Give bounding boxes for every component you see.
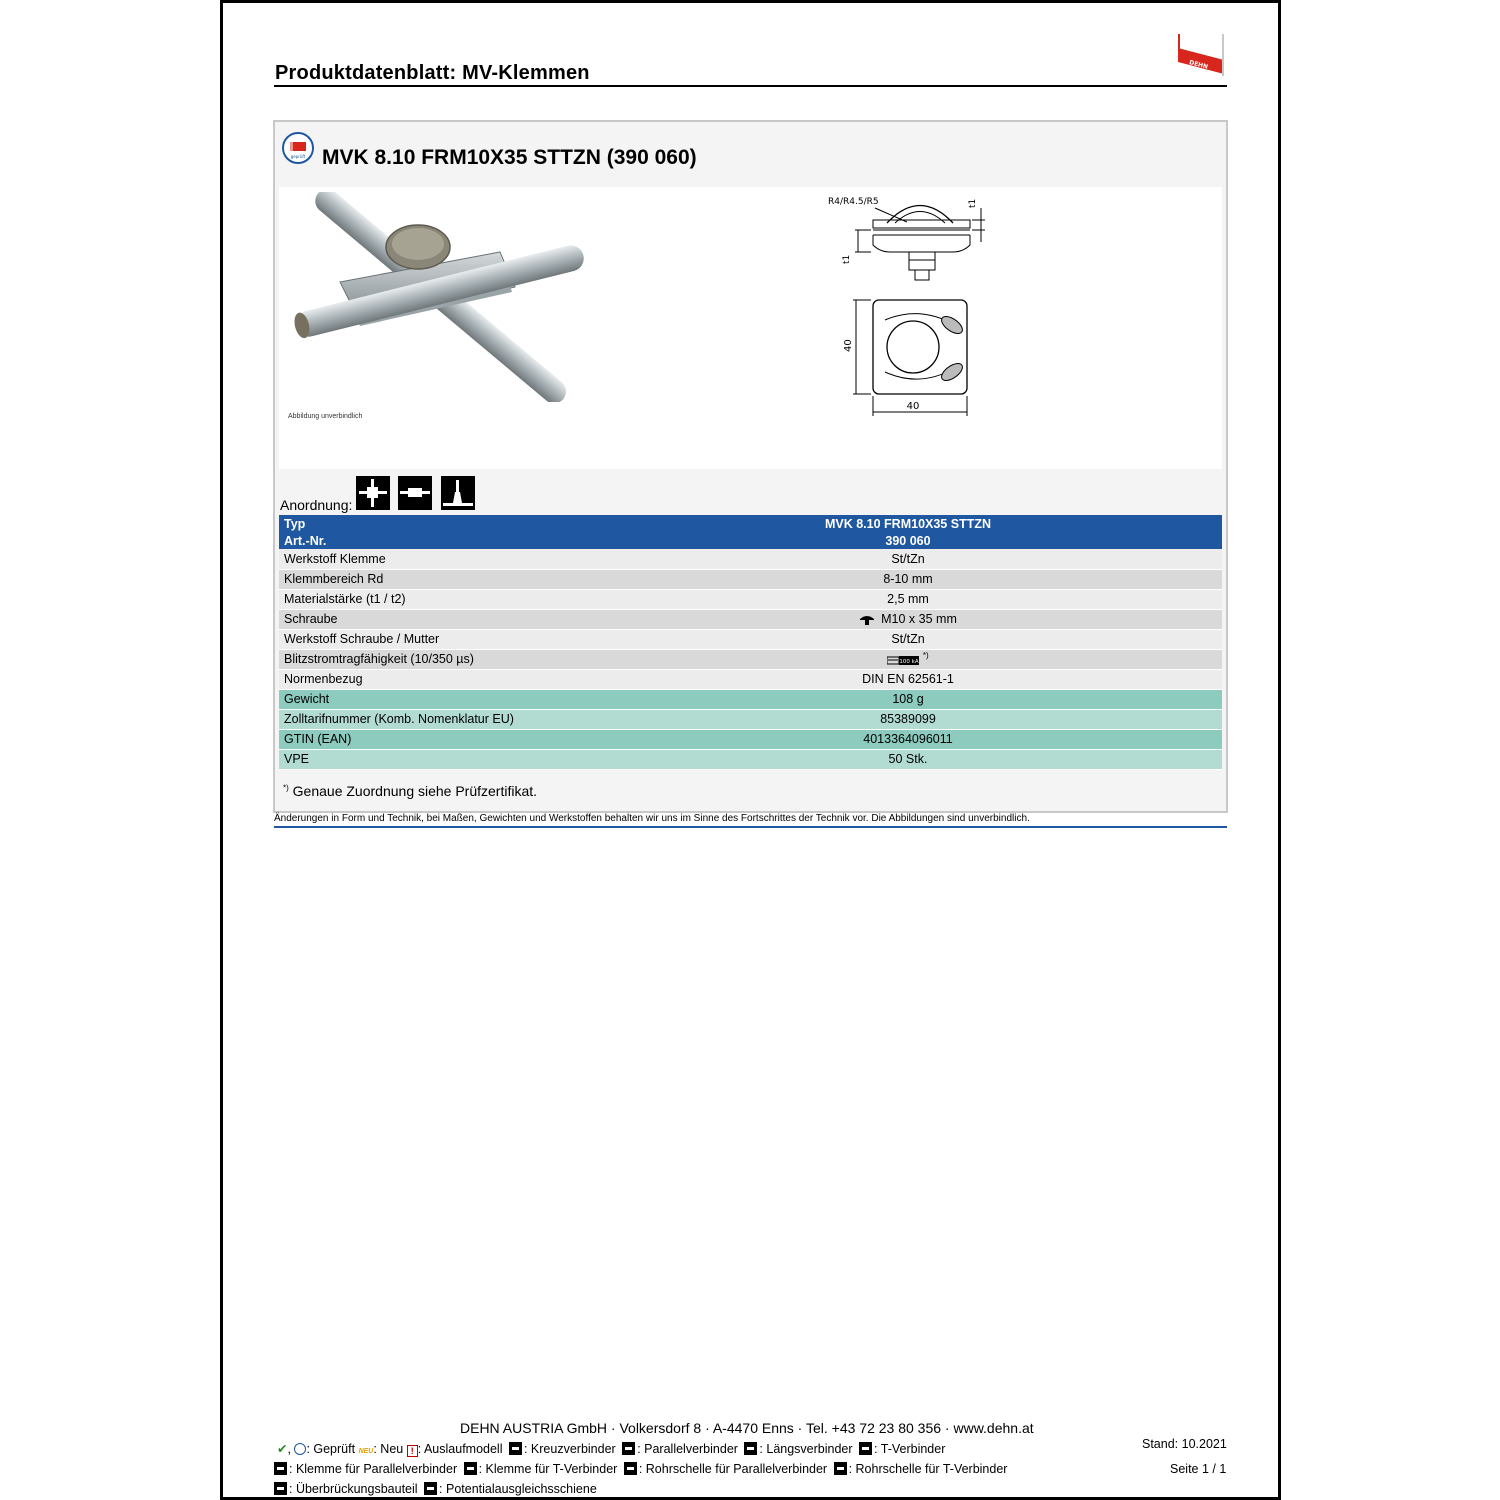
row-label: Gewicht bbox=[279, 689, 599, 709]
table-row bbox=[279, 649, 1222, 669]
auslauf-icon: ! bbox=[407, 1445, 418, 1457]
row-label: Werkstoff Schraube / Mutter bbox=[279, 629, 599, 649]
legend-line-2 bbox=[274, 1462, 1007, 1476]
row-value: 2,5 mm bbox=[599, 589, 1222, 609]
disclaimer: Änderungen in Form und Technik, bei Maßen, Gewichten und Werkstoffen behalten wir uns im Sinne des Fortschrittes der Technik vor. Die Abbildungen sind unverbindlich. bbox=[274, 813, 1030, 824]
t-verbinder-icon bbox=[441, 476, 475, 510]
legend-kreuz: : Kreuzverbinder bbox=[523, 1442, 616, 1456]
row-value: 50 Stk. bbox=[599, 749, 1222, 769]
footnote-text: Genaue Zuordnung siehe Prüfzertifikat. bbox=[292, 783, 538, 799]
laengsverbinder-legend-icon bbox=[744, 1442, 757, 1455]
row-label: Werkstoff Klemme bbox=[279, 549, 599, 569]
row-label: Zolltarifnummer (Komb. Nomenklatur EU) bbox=[279, 709, 599, 729]
dehn-logo bbox=[1176, 30, 1226, 80]
t-verbinder-legend-icon bbox=[859, 1442, 872, 1455]
row-label: VPE bbox=[279, 749, 599, 769]
neu-badge-icon: NEU bbox=[358, 1448, 374, 1455]
radius-label: R4/R4.5/R5 bbox=[828, 197, 879, 207]
legend-potential: : Potentialausgleichsschiene bbox=[439, 1482, 597, 1496]
disclaimer-rule bbox=[274, 826, 1227, 828]
legend-t: : T-Verbinder bbox=[874, 1442, 946, 1456]
row-value: St/tZn bbox=[599, 549, 1222, 569]
t1-top-label: t1 bbox=[968, 198, 978, 208]
svg-text:geprüft: geprüft bbox=[290, 154, 306, 159]
screw-head-icon bbox=[859, 615, 875, 625]
geprueft-check-icon bbox=[281, 131, 315, 165]
spec-table bbox=[279, 515, 1222, 770]
rohrschelle-t-legend-icon bbox=[834, 1462, 847, 1475]
stand-date: Stand: 10.2021 bbox=[1142, 1437, 1227, 1451]
legend-neu: : Neu bbox=[373, 1442, 404, 1456]
note-mark: *) bbox=[922, 651, 929, 661]
rohrschelle-parallel-legend-icon bbox=[624, 1462, 637, 1475]
header-row-artnr bbox=[279, 532, 1222, 549]
legend-klemme-t: : Klemme für T-Verbinder bbox=[478, 1462, 618, 1476]
height-label: 40 bbox=[843, 339, 854, 352]
artnr-value: 390 060 bbox=[599, 532, 1222, 549]
table-row bbox=[279, 729, 1222, 749]
legend-geprueft: : Geprüft bbox=[306, 1442, 356, 1456]
legend-line-3 bbox=[274, 1482, 597, 1496]
typ-label: Typ bbox=[279, 515, 599, 532]
svg-text:DEHN: DEHN bbox=[1188, 59, 1209, 71]
table-row bbox=[279, 709, 1222, 729]
footnote-mark: *) bbox=[283, 783, 289, 793]
legend-parallel: : Parallelverbinder bbox=[637, 1442, 738, 1456]
lightning-current-value: 100 kA bbox=[899, 658, 919, 665]
kreuzverbinder-icon bbox=[356, 476, 390, 510]
row-value: DIN EN 62561-1 bbox=[599, 669, 1222, 689]
klemme-t-legend-icon bbox=[464, 1462, 477, 1475]
potentialausgleich-legend-icon bbox=[424, 1482, 437, 1495]
row-label: Normenbezug bbox=[279, 669, 599, 689]
table-row bbox=[279, 609, 1222, 629]
header-row-typ bbox=[279, 515, 1222, 532]
lightning-current-icon bbox=[887, 655, 919, 666]
table-row bbox=[279, 569, 1222, 589]
screw-value: M10 x 35 mm bbox=[881, 612, 957, 626]
product-photo bbox=[290, 192, 590, 402]
geprueft-mini-icon bbox=[294, 1443, 306, 1455]
table-row bbox=[279, 749, 1222, 769]
company-address: DEHN AUSTRIA GmbH · Volkersdorf 8 · A-4470 Enns · Tel. +43 72 23 80 356 · www.dehn.at bbox=[460, 1420, 1034, 1436]
row-label: Schraube bbox=[279, 609, 599, 629]
legend-auslauf: : Auslaufmodell bbox=[417, 1442, 503, 1456]
row-label: Klemmbereich Rd bbox=[279, 569, 599, 589]
row-value: 4013364096011 bbox=[599, 729, 1222, 749]
row-value-cell bbox=[599, 609, 1222, 629]
photo-caption: Abbildung unverbindlich bbox=[288, 413, 363, 420]
row-value: 85389099 bbox=[599, 709, 1222, 729]
checkmark-icon: ✔ bbox=[277, 1442, 288, 1456]
table-row bbox=[279, 589, 1222, 609]
row-value: 8-10 mm bbox=[599, 569, 1222, 589]
legend-rohr-t: : Rohrschelle für T-Verbinder bbox=[848, 1462, 1008, 1476]
t1-side-label: t1 bbox=[842, 254, 852, 264]
laengsverbinder-icon bbox=[398, 476, 432, 510]
legend-klemme-parallel: : Klemme für Parallelverbinder bbox=[289, 1462, 458, 1476]
arrangement-label: Anordnung: bbox=[280, 497, 353, 513]
table-row bbox=[279, 669, 1222, 689]
page-number: Seite 1 / 1 bbox=[1170, 1462, 1227, 1476]
product-title: MVK 8.10 FRM10X35 STTZN (390 060) bbox=[322, 146, 697, 169]
typ-value: MVK 8.10 FRM10X35 STTZN bbox=[599, 515, 1222, 532]
legend-laengs: : Längsverbinder bbox=[759, 1442, 853, 1456]
legend-line-1: ✔, : Geprüft NEU: Neu ! : Auslaufmodell : Kreuzverbinder : Parallelverbinder : Längsverbinder : T-Verbinder bbox=[277, 1442, 946, 1456]
table-row bbox=[279, 629, 1222, 649]
title-rule bbox=[274, 85, 1227, 87]
kreuzverbinder-legend-icon bbox=[509, 1442, 522, 1455]
artnr-label: Art.-Nr. bbox=[279, 532, 599, 549]
row-label: Blitzstromtragfähigkeit (10/350 µs) bbox=[279, 649, 599, 669]
parallelverbinder-legend-icon bbox=[622, 1442, 635, 1455]
technical-drawing bbox=[825, 190, 990, 420]
document-title: Produktdatenblatt: MV-Klemmen bbox=[275, 62, 590, 84]
row-value: 108 g bbox=[599, 689, 1222, 709]
ueberbrueckung-legend-icon bbox=[274, 1482, 287, 1495]
legend-rohr-parallel: : Rohrschelle für Parallelverbinder bbox=[638, 1462, 828, 1476]
row-value-cell bbox=[599, 649, 1222, 669]
legend-ueberbrueckung: : Überbrückungsbauteil bbox=[289, 1482, 418, 1496]
width-label: 40 bbox=[906, 401, 920, 412]
table-row bbox=[279, 549, 1222, 569]
row-label: GTIN (EAN) bbox=[279, 729, 599, 749]
klemme-parallel-legend-icon bbox=[274, 1462, 287, 1475]
table-row bbox=[279, 689, 1222, 709]
footnote bbox=[283, 783, 537, 799]
row-value: St/tZn bbox=[599, 629, 1222, 649]
row-label: Materialstärke (t1 / t2) bbox=[279, 589, 599, 609]
